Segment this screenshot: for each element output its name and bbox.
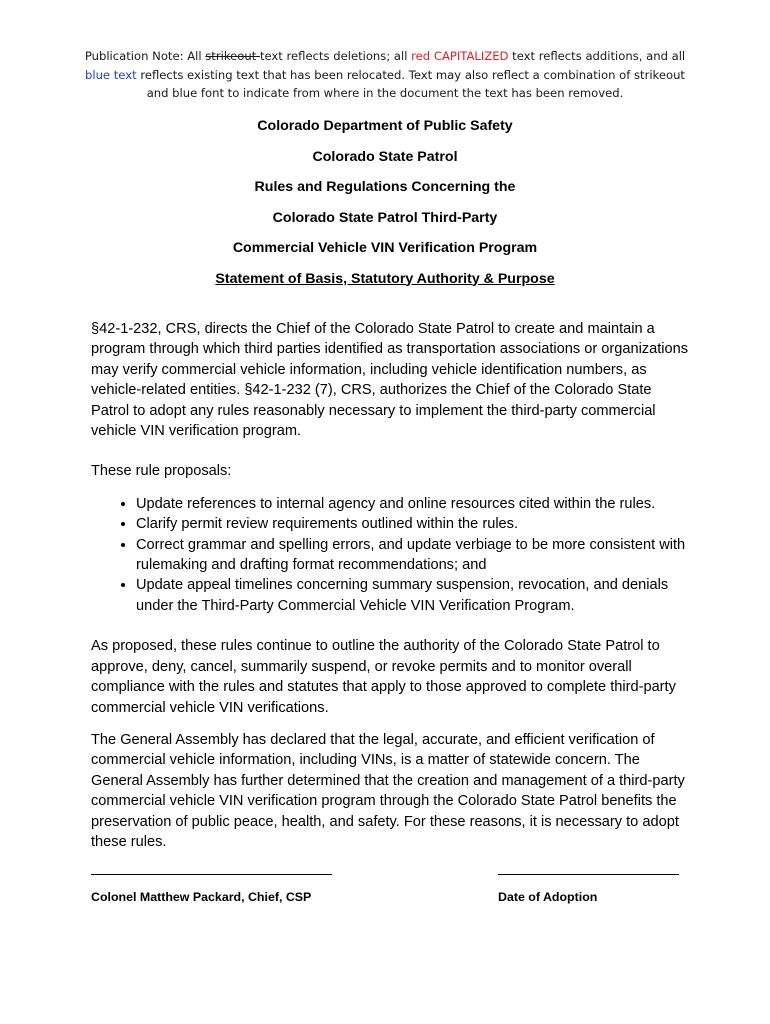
list-item: • Clarify permit review requirements outlined within the rules. [136, 514, 691, 534]
statement-heading: Statement of Basis, Statutory Authority & Purpose [215, 270, 555, 287]
signature-name-label: Colonel Matthew Packard, Chief, CSP [91, 890, 312, 904]
list-item: • Correct grammar and spelling errors, and update verbiage to be more consistent with rulemaking and drafting format recommendations; and [136, 535, 691, 576]
list-item: • Update references to internal agency and online resources cited within the rules. [136, 494, 691, 514]
document-titles [0, 116, 770, 299]
title-department: Colorado Department of Public Safety [257, 118, 513, 134]
paragraph-general-assembly: The General Assembly has declared that the legal, accurate, and efficient verification of commercial vehicle information, including VINs, is a matter of statewide concern. The General Assembly has further determined that the creation and management of a third-party commercial vehicle VIN verification program through the Colorado State Patrol benefits the preservation of public peace, health, and safety. For these reasons, it is necessary to adopt these rules. [91, 731, 685, 850]
note-mid2: text reflects additions, and all [508, 49, 686, 63]
title-third-party: Colorado State Patrol Third-Party [272, 209, 498, 226]
note-blue-word: blue text [85, 67, 137, 82]
list-item: • Update appeal timelines concerning summary suspension, revocation, and denials under the Third-Party Commercial Vehicle VIN Verification Program. [136, 575, 691, 616]
note-mid1: text reflects deletions; all [259, 49, 412, 63]
note-suffix: reflects existing text that has been relocated. Text may also reflect a combination of strikeout and blue font to indicate from where in the document the text has been removed. [136, 67, 685, 100]
title-patrol: Colorado State Patrol [312, 148, 458, 165]
paragraph-proposals-intro: These rule proposals: [91, 463, 232, 480]
note-red-word: red CAPITALIZED [411, 49, 509, 63]
title-statement [0, 269, 770, 300]
note-prefix: Publication Note: All [84, 49, 206, 63]
title-program: Commercial Vehicle VIN Verification Program [232, 240, 538, 256]
paragraph-as-proposed: As proposed, these rules continue to outline the authority of the Colorado State Patrol to approve, deny, cancel, summarily suspend, or revoke permits and to monitor overall compliance with the rules and statutes that apply to those approved to complete third-party commercial vehicle VIN verifications. [91, 638, 676, 716]
signature-line [91, 874, 332, 875]
date-line [498, 874, 679, 875]
paragraph-authority: §42-1-232, CRS, directs the Chief of the Colorado State Patrol to create and maintain a program through which third parties identified as transportation associations or organizations may verify commercial vehicle information, including vehicle identification numbers, as vehicle-related entities. §42-1-232 (7), CRS, authorizes the Chief of the Colorado State Patrol to adopt any rules reasonably necessary to implement the third-party commercial vehicle VIN verification program. [91, 321, 689, 440]
document-body [91, 319, 691, 852]
title-rules: Rules and Regulations Concerning the [254, 179, 516, 195]
proposals-list [91, 494, 691, 616]
note-strikeout-word: strikeout [205, 49, 260, 63]
publication-note [80, 47, 690, 103]
date-of-adoption-label: Date of Adoption [498, 890, 598, 904]
